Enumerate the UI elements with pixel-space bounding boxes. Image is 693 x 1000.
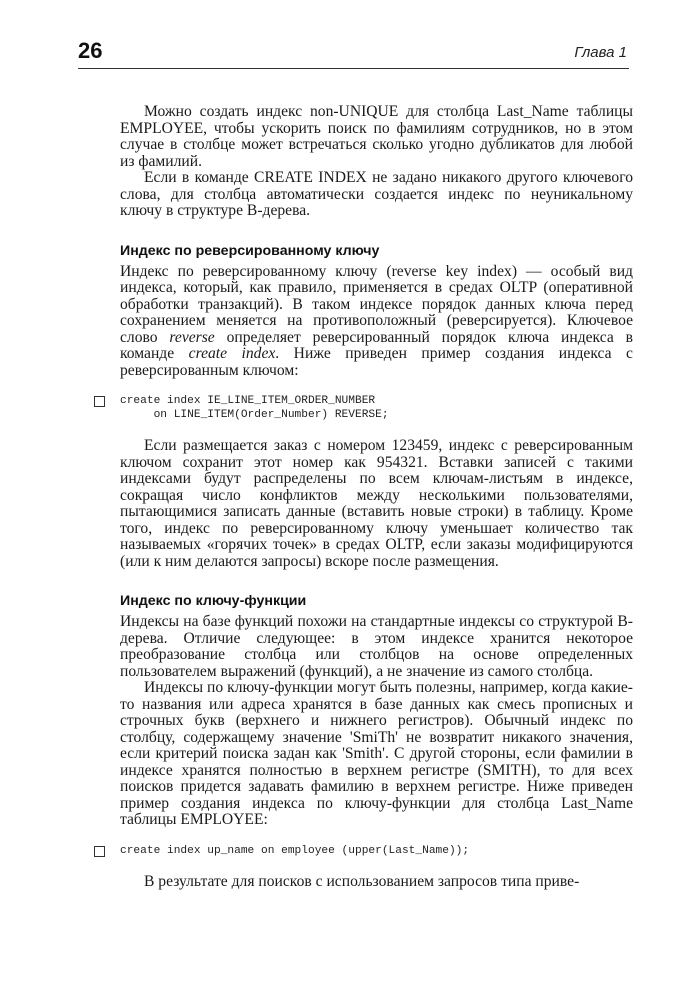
page-header: [78, 38, 629, 68]
paragraph-result: В результате для поисков с использованием запросов типа приве-: [144, 873, 580, 890]
header-rule: [78, 68, 629, 69]
checkbox-icon[interactable]: [94, 846, 105, 857]
heading-reverse-key-index: Индекс по реверсированному ключу: [120, 242, 380, 259]
code-line: on LINE_ITEM(Order_Number) REVERSE;: [120, 408, 389, 421]
paragraph-create-index-default: Если в команде CREATE INDEX не задано никакого другого ключевого слова, для столбца автоматически создается индекс по неуникальному ключу в структуре B-дерева.: [120, 169, 633, 219]
code-line: create index up_name on employee (upper(Last_Name));: [120, 844, 470, 857]
keyword-reverse: reverse: [169, 328, 215, 346]
page-body: [120, 104, 633, 891]
paragraph-function-usage: Индексы по ключу-функции могут быть полезны, например, когда какие-то названия или адреса хранятся в базе данных как смесь прописных и строчных букв (верхнего и нижнего регистров). Обычный индекс по столбцу, содержащему значение 'SmiTh' не возвратит никакого значения, если критерий поиска задан как 'Smith'. С другой стороны, если фамилии в индексе хранятся полностью в верхнем регистре (SMITH), то для всех поисков придется задавать фамилию в верхнем регистре. Ниже приведен пример создания индекса по ключу-функции для столбца Last_Name таблицы EMPLOYEE:: [120, 679, 633, 828]
text-run: определяет реверсированный порядок ключа индекса в команде: [120, 328, 633, 362]
text-run: Индекс по реверсированному ключу (reverse key index) — особый вид индекса, который, как правило, применяется в средах OLTP (оперативной обработки транзакций). В таком индексе порядок данных ключа перед сохранением меняется на противоположный (реверсируется). Ключевое слово: [120, 262, 633, 346]
chapter-label: Глава 1: [574, 44, 627, 61]
paragraph-non-unique: Можно создать индекс non-UNIQUE для столбца Last_Name таблицы EMPLOYEE, чтобы ускорить поиск по фамилиям сотрудников, но в этом случае в столбце может встречаться сколько угодно дубликатов для любой из фамилий.: [120, 103, 633, 170]
text-run: . Ниже приведен пример создания индекса с реверсированным ключом:: [120, 345, 633, 379]
code-block-function: [120, 845, 633, 859]
keyword-create-index: create index: [188, 345, 276, 362]
paragraph-reverse-intro: [120, 264, 633, 380]
checkbox-icon[interactable]: [94, 396, 105, 407]
paragraph-reverse-example: Если размещается заказ с номером 123459, индекс с реверсированным ключом сохранит этот номер как 954321. Вставки записей с такими индексами будут распределены по всем ключам-листьям в индексе, сокращая число конфликтов между несколькими пользователями, пытающимися записать данные (вставить новые строки) в таблицу. Кроме того, индекс по реверсированному ключу уменьшает количество так называемых «горячих точек» в средах OLTP, если заказы модифицируются (или к ним делаются запросы) вскоре после размещения.: [120, 437, 633, 570]
code-block-reverse: [120, 395, 633, 422]
paragraph-function-intro: Индексы на базе функций похожи на стандартные индексы со структурой B-дерева. Отличие следующее: в этом индексе хранится некоторое преобразование столбца или столбцов на основе определенных пользователем выражений (функций), а не значение из самого столбца.: [120, 613, 633, 680]
heading-function-key-index: Индекс по ключу-функции: [120, 593, 307, 609]
page-number: 26: [78, 38, 103, 63]
code-line: create index IE_LINE_ITEM_ORDER_NUMBER: [120, 395, 376, 407]
